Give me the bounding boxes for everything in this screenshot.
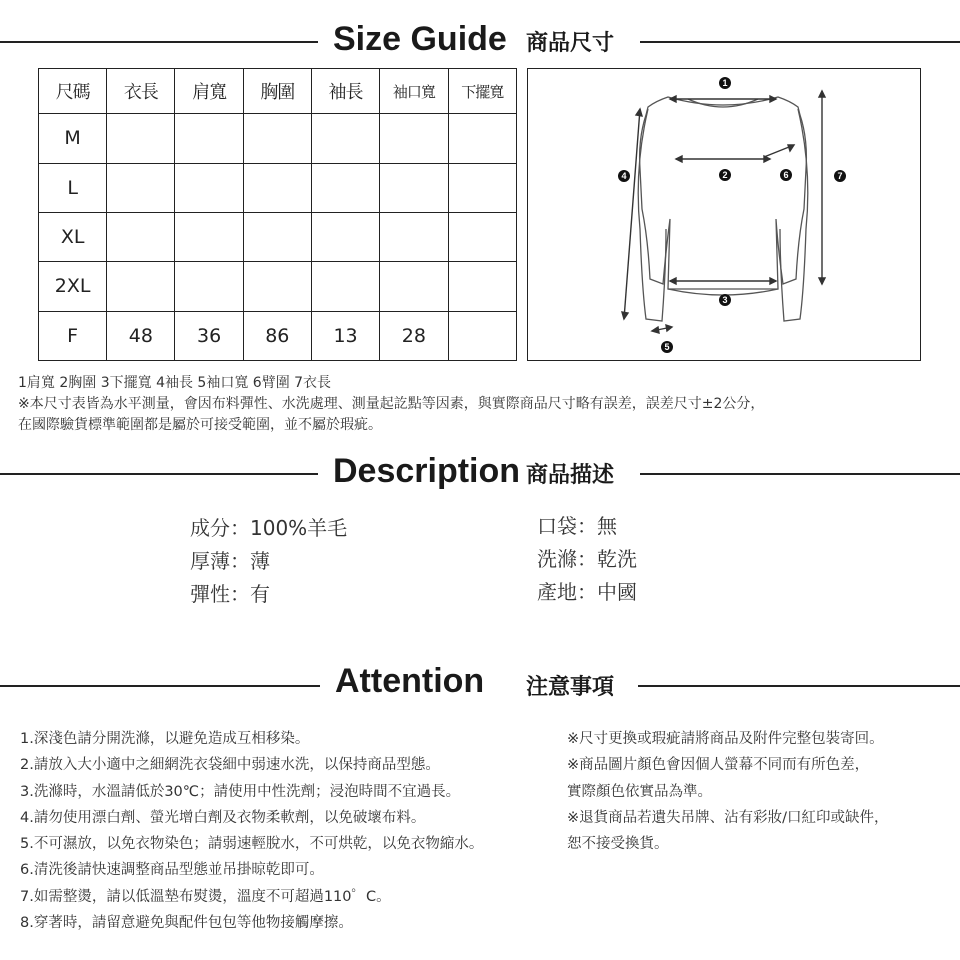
description-item: 厚薄：薄 <box>190 549 270 573</box>
size-table <box>38 68 517 361</box>
note-text: 在國際驗貨標準範圍都是屬於可接受範圍，並不屬於瑕疵。 <box>18 417 382 433</box>
size-guide-header <box>0 20 960 60</box>
description-item: 成分：100%羊毛 <box>190 516 348 540</box>
description-header <box>0 452 960 492</box>
list-item: ※商品圖片顏色會因個人螢幕不同而有所色差， <box>567 757 870 774</box>
table-cell <box>107 114 175 163</box>
care-instructions <box>20 726 483 936</box>
measurement-legend: 1肩寬 2胸圍 3下擺寬 4袖長 5袖口寬 6臂圍 7衣長 <box>18 375 332 391</box>
divider <box>638 685 960 687</box>
list-item: 8.穿著時，請留意避免與配件包包等他物接觸摩擦。 <box>20 915 353 932</box>
size-cell: L <box>39 163 107 212</box>
table-cell <box>107 212 175 261</box>
description-item: 洗滌：乾洗 <box>537 547 637 571</box>
section-title-zh: 商品尺寸 <box>526 31 615 56</box>
column-header: 肩寬 <box>175 69 243 114</box>
marker-label: 5 <box>664 342 670 352</box>
description-item: 產地：中國 <box>537 580 637 604</box>
divider <box>640 473 960 475</box>
table-cell <box>448 311 516 360</box>
marker-label: 6 <box>783 170 789 180</box>
table-cell: 28 <box>380 311 448 360</box>
column-header: 袖長 <box>311 69 379 114</box>
section-title-en: Description <box>333 452 521 490</box>
list-item: 6.清洗後請快速調整商品型態並吊掛晾乾即可。 <box>20 862 324 879</box>
table-row <box>39 262 517 311</box>
table-cell: 36 <box>175 311 243 360</box>
table-cell <box>243 262 311 311</box>
attention-header <box>0 662 960 702</box>
list-item: ※退貨商品若遺失吊牌、沾有彩妝/口紅印或缺件， <box>567 809 889 826</box>
divider <box>0 473 318 475</box>
table-cell <box>380 212 448 261</box>
size-cell: XL <box>39 212 107 261</box>
table-cell <box>311 262 379 311</box>
marker-label: 1 <box>722 78 728 88</box>
list-item: 恕不接受換貨。 <box>567 836 669 853</box>
list-item: 7.如需整燙，請以低溫墊布熨燙，溫度不可超過110゜C。 <box>20 888 391 905</box>
list-item: 1.深淺色請分開洗滌，以避免造成互相移染。 <box>20 731 310 747</box>
section-title-zh: 注意事項 <box>526 675 615 700</box>
list-item: 3.洗滌時，水溫請低於30℃；請使用中性洗劑；浸泡時間不宜過長。 <box>20 783 461 800</box>
column-header: 下擺寬 <box>448 69 516 114</box>
table-cell <box>175 114 243 163</box>
size-notes <box>18 373 764 436</box>
table-cell <box>311 212 379 261</box>
column-header: 尺碼 <box>39 69 107 114</box>
column-header: 袖口寬 <box>380 69 448 114</box>
table-header-row <box>39 69 517 114</box>
table-cell <box>448 212 516 261</box>
table-cell: 86 <box>243 311 311 360</box>
divider <box>0 41 318 43</box>
table-cell <box>380 114 448 163</box>
table-row <box>39 311 517 360</box>
garment-diagram <box>527 68 921 361</box>
table-row <box>39 163 517 212</box>
table-cell <box>175 163 243 212</box>
divider <box>640 41 960 43</box>
table-cell <box>243 163 311 212</box>
list-item: 2.請放入大小適中之細網洗衣袋細中弱速水洗，以保持商品型態。 <box>20 757 440 774</box>
marker-label: 3 <box>722 295 728 305</box>
size-cell: F <box>39 311 107 360</box>
list-item: 5.不可濕放，以免衣物染色；請弱速輕脫水，不可烘乾，以免衣物縮水。 <box>20 836 484 853</box>
list-item: ※尺寸更換或瑕疵請將商品及附件完整包裝寄回。 <box>567 731 884 747</box>
table-cell <box>448 163 516 212</box>
table-row <box>39 212 517 261</box>
marker-label: 2 <box>722 170 728 180</box>
table-cell <box>448 114 516 163</box>
table-cell <box>175 262 243 311</box>
size-cell: M <box>39 114 107 163</box>
table-cell <box>243 114 311 163</box>
section-title-zh: 商品描述 <box>526 463 615 488</box>
table-cell <box>243 212 311 261</box>
section-title-en: Size Guide <box>333 20 507 58</box>
column-header: 衣長 <box>107 69 175 114</box>
description-item: 口袋：無 <box>537 514 617 538</box>
table-cell <box>311 114 379 163</box>
table-cell <box>380 262 448 311</box>
table-cell <box>448 262 516 311</box>
table-cell <box>107 262 175 311</box>
table-cell <box>311 163 379 212</box>
section-title-en: Attention <box>335 662 485 700</box>
description-item: 彈性：有 <box>190 582 270 606</box>
table-cell <box>380 163 448 212</box>
return-notes <box>567 726 889 857</box>
table-cell <box>175 212 243 261</box>
marker-label: 4 <box>621 171 627 181</box>
table-cell: 13 <box>311 311 379 360</box>
divider <box>0 685 320 687</box>
list-item: 4.請勿使用漂白劑、螢光增白劑及衣物柔軟劑，以免破壞布料。 <box>20 809 426 826</box>
size-cell: 2XL <box>39 262 107 311</box>
sweater-outline-icon <box>528 69 920 360</box>
column-header: 胸圍 <box>243 69 311 114</box>
table-row <box>39 114 517 163</box>
list-item: 實際顏色依實品為準。 <box>567 783 712 800</box>
table-cell: 48 <box>107 311 175 360</box>
marker-label: 7 <box>837 171 843 181</box>
note-text: ※本尺寸表皆為水平測量，會因布料彈性、水洗處理、測量起訖點等因素，與實際商品尺寸略有誤差，誤差尺寸±2公分， <box>18 396 765 412</box>
table-cell <box>107 163 175 212</box>
